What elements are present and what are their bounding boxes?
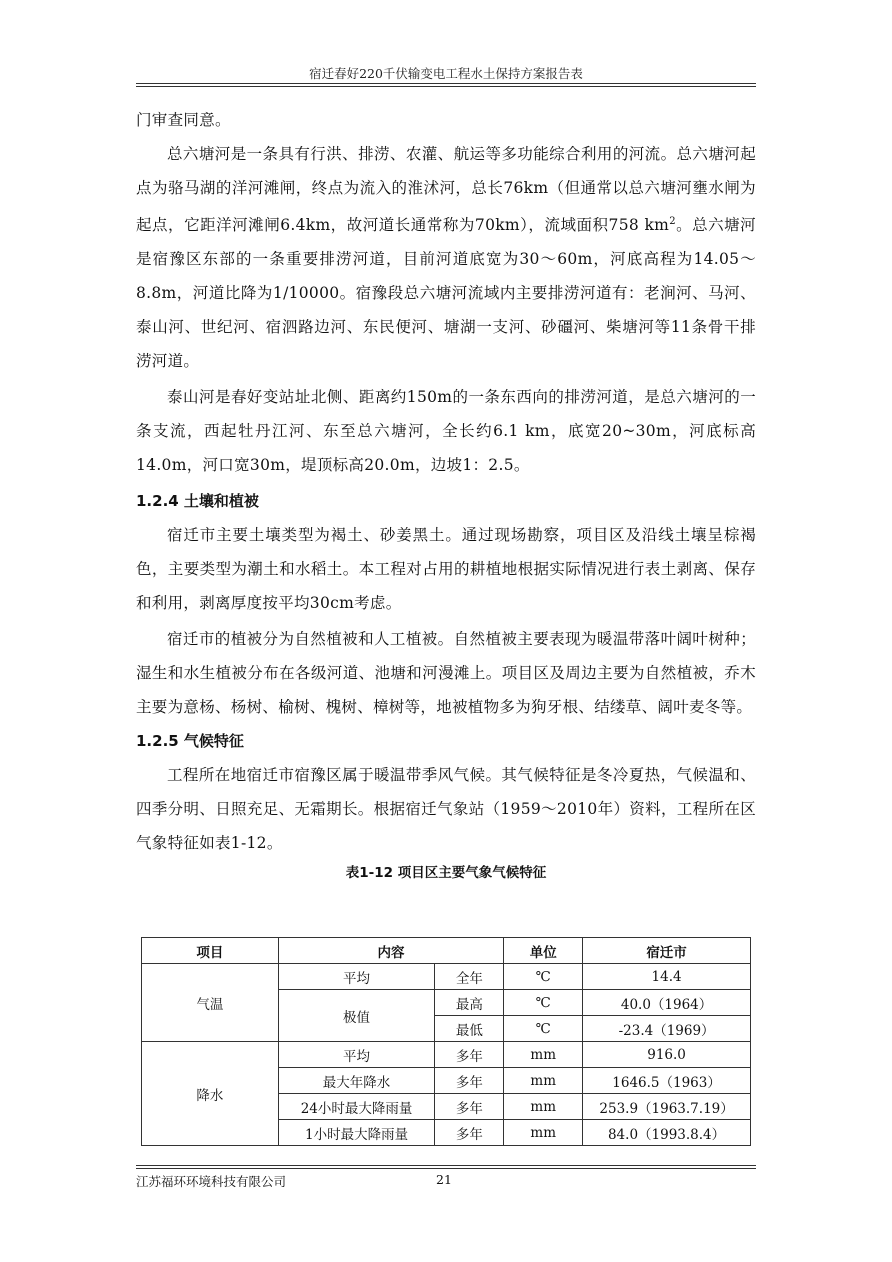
document-body (136, 103, 756, 886)
cell-unit: ℃ (504, 1016, 583, 1042)
cell-unit: mm (504, 1068, 583, 1094)
cell-period: 多年 (435, 1042, 504, 1068)
cell-value: 40.0（1964） (583, 990, 751, 1016)
table-header-row (142, 938, 751, 964)
cell-period: 多年 (435, 1068, 504, 1094)
paragraph-text: 总六塘河是一条具有行洪、排涝、农灌、航运等多功能综合利用的河流。总六塘河起点为骆马湖的洋河滩闸，终点为流入的淮沭河，总长76km（但通常以总六塘河壅水闸为起点，它距洋河滩闸6.4km，故河道长通常称为70km），流域 (136, 145, 756, 235)
header-city: 宿迁市 (583, 938, 751, 964)
paragraph-vegetation: 宿迁市的植被分为自然植被和人工植被。自然植被主要表现为暖温带落叶阔叶树种；湿生和水生植被分布在各级河道、池塘和河漫滩上。项目区及周边主要为自然植被，乔木主要为意杨、杨树、榆树、槐树、樟树等，地被植物多为狗牙根、结缕草、阔叶麦冬等。 (136, 630, 756, 717)
group-temperature: 气温 (142, 964, 279, 1042)
page-number: 21 (436, 1172, 452, 1187)
paragraph-soil: 宿迁市主要土壤类型为褐土、砂姜黑土。通过现场勘察，项目区及沿线土壤呈棕褐色，主要类型为潮土和水稻土。本工程对占用的耕植地根据实际情况进行表土剥离、保存和利用，剥离厚度按平均30cm考虑。 (136, 526, 756, 613)
cell-value: 14.4 (583, 964, 751, 990)
header-rule (136, 83, 756, 84)
cell-unit: mm (504, 1094, 583, 1120)
cell-value: 916.0 (583, 1042, 751, 1068)
table-row (142, 964, 751, 990)
running-header: 宿迁春好220千伏输变电工程水土保持方案报告表 (309, 66, 583, 81)
section-heading-climate: 1.2.5 气候特征 (136, 732, 244, 751)
cell-unit: mm (504, 1042, 583, 1068)
cell-value: 1646.5（1963） (583, 1068, 751, 1094)
header-unit: 单位 (504, 938, 583, 964)
header-item: 项目 (142, 938, 279, 964)
table-row (142, 1042, 751, 1068)
cell-content: 24小时最大降雨量 (278, 1094, 435, 1120)
cell-content: 最大年降水 (278, 1068, 435, 1094)
cell-content: 1小时最大降雨量 (278, 1120, 435, 1146)
cell-content: 平均 (278, 964, 435, 990)
cell-period: 全年 (435, 964, 504, 990)
paragraph-text: 面积758 km (576, 216, 670, 235)
cell-period: 多年 (435, 1120, 504, 1146)
cell-period: 多年 (435, 1094, 504, 1120)
paragraph-taishan-river: 泰山河是春好变站址北侧、距离约150m的一条东西向的排涝河道，是总六塘河的一条支流，西起牡丹江河、东至总六塘河，全长约6.1 km，底宽20~30m，河底标高14.0m，河口宽30m，堤顶标高20.0m，边坡1：2.5。 (136, 388, 756, 475)
cell-period: 最高 (435, 990, 504, 1016)
cell-period: 最低 (435, 1016, 504, 1042)
footer-company: 江苏福环环境科技有限公司 (136, 1174, 287, 1189)
cell-content: 平均 (278, 1042, 435, 1068)
cell-value: 84.0（1993.8.4） (583, 1120, 751, 1146)
paragraph-climate: 工程所在地宿迁市宿豫区属于暖温带季风气候。其气候特征是冬冷夏热，气候温和、四季分明、日照充足、无霜期长。根据宿迁气象站（1959～2010年）资料，工程所在区气象特征如表1-12。 (136, 766, 756, 853)
paragraph-continuation: 门审查同意。 (136, 111, 231, 129)
paragraph-text: 。总六塘河是宿豫区东部的一条重要排涝河道，目前河道底宽为30～60m，河底高程为14.05～8.8m，河道比降为1/10000。宿豫段总六塘河流域内主要排涝河道有：老涧河、马河、泰山河、世纪河、宿泗路边河、东民便河、塘湖一支河、砂礓河、柴塘河等11条骨干排涝河道。 (136, 216, 756, 371)
cell-value: -23.4（1969） (583, 1016, 751, 1042)
footer-rule-thin (136, 1165, 756, 1166)
footer-rule (136, 1168, 756, 1169)
header-content: 内容 (278, 938, 504, 964)
header-rule-thin (136, 86, 756, 87)
section-heading-soil: 1.2.4 土壤和植被 (136, 492, 259, 511)
superscript: 2 (669, 216, 676, 227)
group-precipitation: 降水 (142, 1042, 279, 1146)
cell-extreme: 极值 (278, 990, 435, 1042)
cell-unit: mm (504, 1120, 583, 1146)
paragraph-zongliutang-river (136, 137, 756, 378)
cell-unit: ℃ (504, 990, 583, 1016)
climate-table (141, 937, 751, 1146)
cell-value: 253.9（1963.7.19） (583, 1094, 751, 1120)
table-caption: 表1-12 项目区主要气象气候特征 (345, 865, 547, 882)
cell-unit: ℃ (504, 964, 583, 990)
